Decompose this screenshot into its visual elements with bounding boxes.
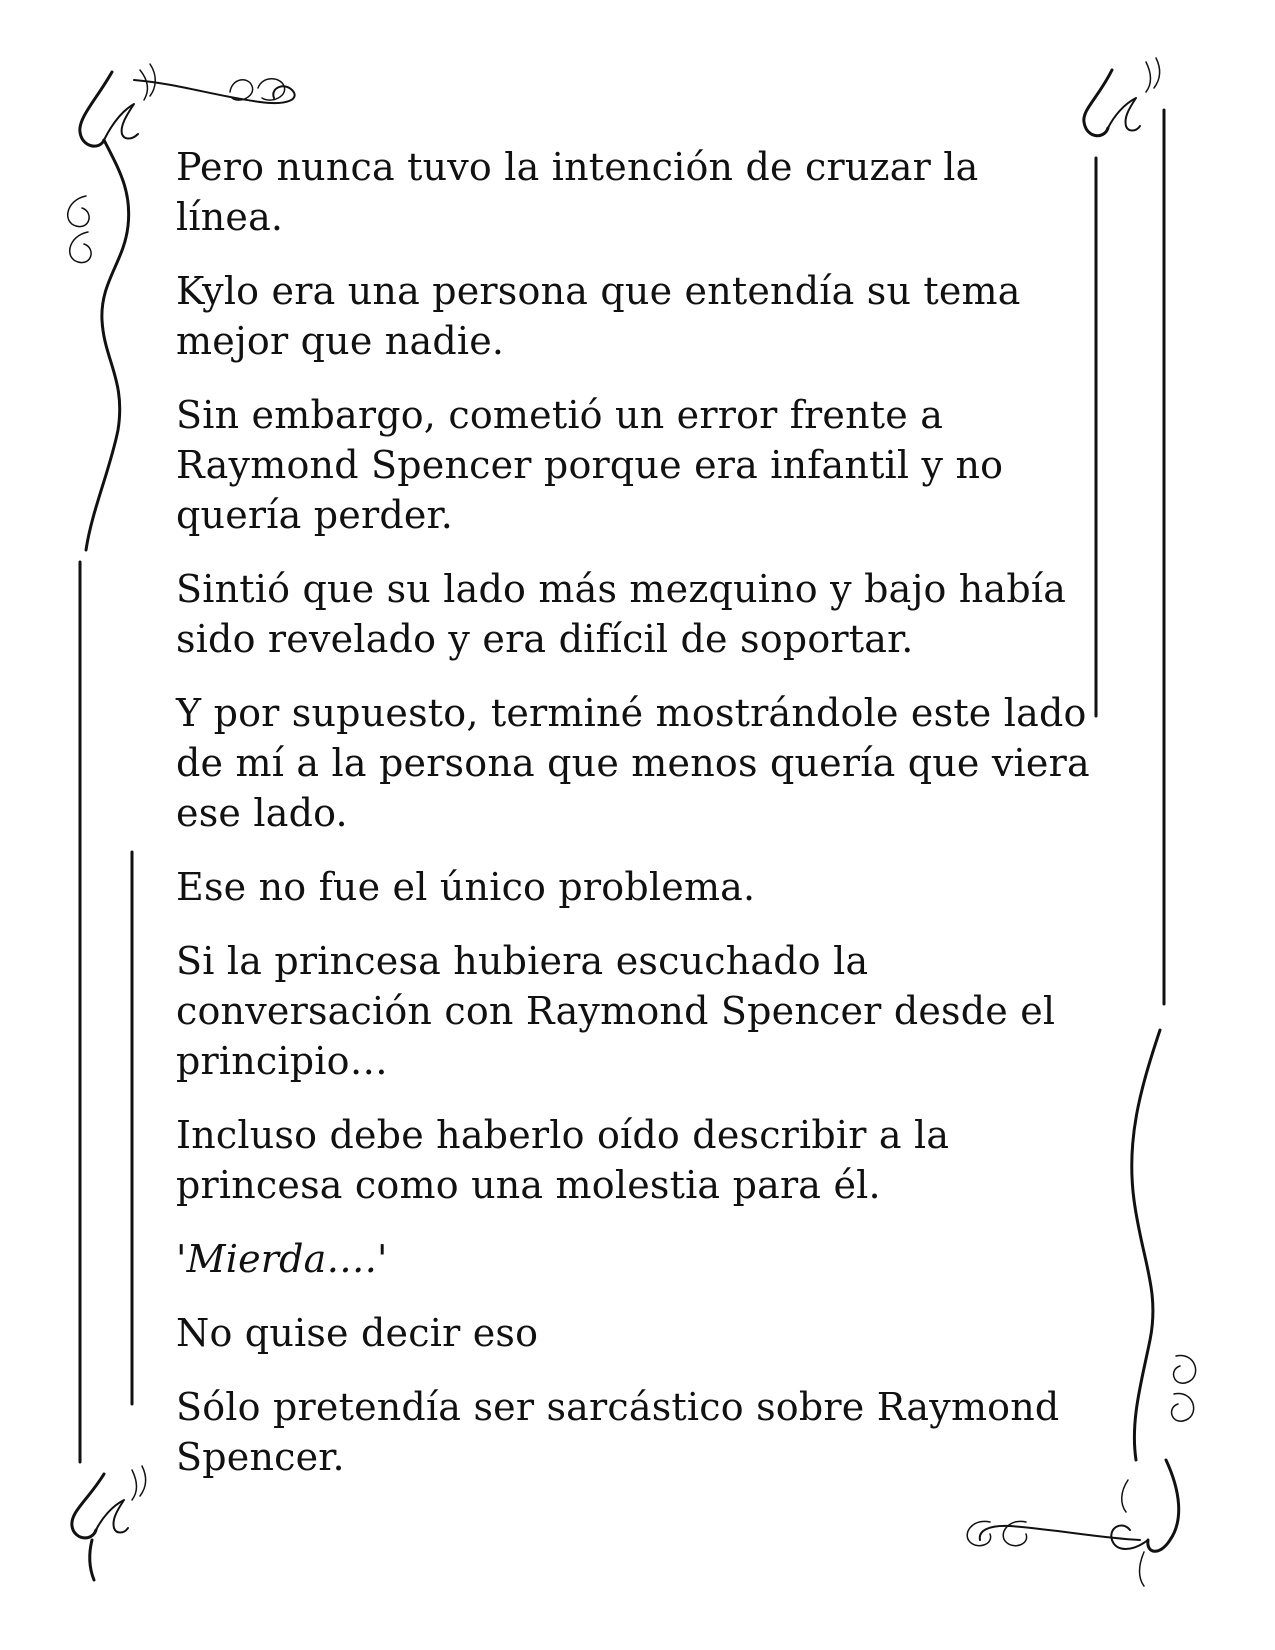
paragraph: No quise decir eso (176, 1311, 539, 1355)
flourish-bottom-left (72, 852, 146, 1580)
paragraph: Pero nunca tuvo la intención de cruzar la línea. (176, 145, 979, 239)
paragraph: Si la princesa hubiera escuchado la conversación con Raymond Spencer desde el principio… (176, 939, 1056, 1083)
paragraph: Kylo era una persona que entendía su tema mejor que nadie. (176, 269, 1021, 363)
paragraph: Incluso debe haberlo oído describir a la princesa como una molestia para él. (176, 1113, 950, 1207)
paragraph: Sin embargo, cometió un error frente a Raymond Spencer porque era infantil y no quería perder. (176, 393, 1004, 537)
paragraph: Sólo pretendía ser sarcástico sobre Raymond Spencer. (176, 1385, 1060, 1479)
paragraph-thought: 'Mierda….' (176, 1237, 388, 1281)
story-text (176, 142, 1096, 1506)
paragraph: Sintió que su lado más mezquino y bajo había sido revelado y era difícil de soportar. (176, 567, 1067, 661)
paragraph: Y por supuesto, terminé mostrándole este lado de mí a la persona que menos quería que viera ese lado. (176, 691, 1090, 835)
paragraph: Ese no fue el único problema. (176, 865, 756, 909)
